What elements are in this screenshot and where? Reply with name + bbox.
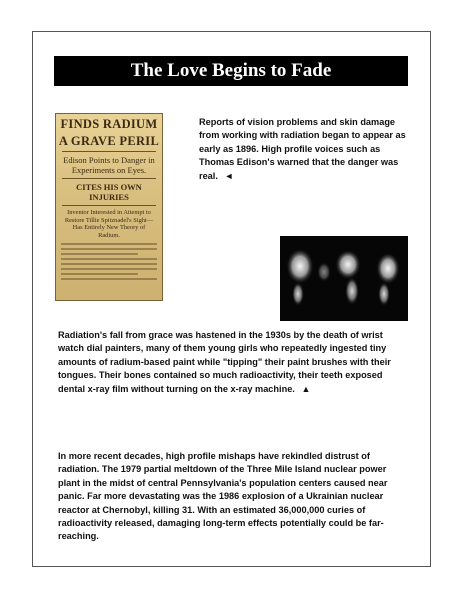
dental-xray-image bbox=[280, 236, 408, 321]
clipping-deck-2: CITES HIS OWN INJURIES bbox=[76, 182, 142, 202]
left-triangle-icon[interactable]: ◄ bbox=[224, 170, 234, 181]
paragraph-text: In more recent decades, high profile mishaps have rekindled distrust of radiation. The 1979 partial meltdown of the Three Mile Island nuclear power plant in the midst of central Pennsylvania's population centers caused near panic. Far more devastating was the 1986 explosion of a Ukrainian nuclear reactor at Chernobyl, killing 31. With an estimated 36,000,000 curies of radioactivity released, damaging long-term effects potentially could be far-reaching. bbox=[58, 451, 388, 542]
paragraph-text: Reports of vision problems and skin damage from working with radiation began to appear as early as 1896. High profile voices such as Thomas Edison's warned that the danger was real. bbox=[199, 117, 406, 181]
newspaper-clipping-image bbox=[55, 113, 163, 301]
clipping-body-text bbox=[61, 243, 157, 280]
clipping-headline-1: FINDS RADIUM bbox=[60, 117, 158, 131]
paragraph-text: Radiation's fall from grace was hastened in the 1930s by the death of wrist watch dial painters, many of them young girls who repeatedly ingested tiny amounts of radium-based paint while "tipping" their paint brushes with their tongues. Their bones contained so much radioactivity, their teeth exposed dental x-ray film without turning on the x-ray machine. bbox=[58, 330, 391, 394]
clipping-divider bbox=[62, 205, 156, 206]
xray-teeth-illustration bbox=[280, 236, 408, 321]
clipping-divider bbox=[62, 151, 156, 152]
paragraph-recent-mishaps bbox=[58, 450, 410, 544]
clipping-divider bbox=[62, 178, 156, 179]
up-triangle-icon[interactable]: ▲ bbox=[301, 383, 311, 394]
paragraph-dial-painters bbox=[58, 329, 410, 396]
paragraph-vision-problems bbox=[199, 116, 409, 183]
page-title: The Love Begins to Fade bbox=[54, 56, 408, 86]
clipping-deck-1: Edison Points to Danger in Experiments on Eyes. bbox=[63, 155, 155, 175]
clipping-deck-3: Inventor Interested in Attempt to Restore Tillie Spitznadel's Sight—Has Entirely New Theory of Radium. bbox=[64, 209, 154, 239]
clipping-headline-2: A GRAVE PERIL bbox=[58, 134, 160, 148]
